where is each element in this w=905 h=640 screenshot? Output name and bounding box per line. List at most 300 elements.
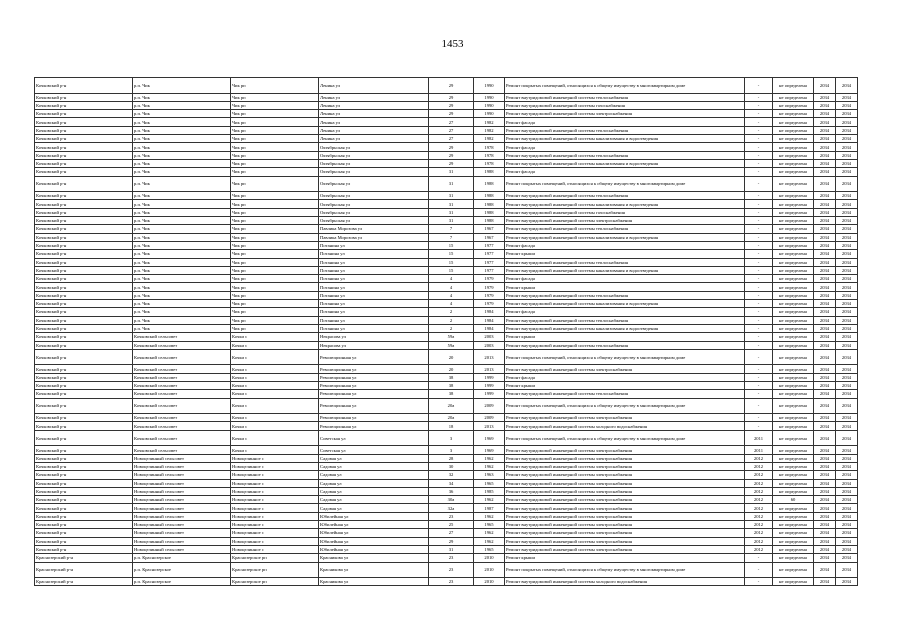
municipality-cell: Кочковский сельсовет [133, 430, 231, 446]
work-type-cell: Ремонт внутридомовой инженерной системы электроснабжения [505, 512, 745, 520]
build-year-cell: 1988 [474, 208, 505, 216]
municipality-cell: р.п. Чик [133, 208, 231, 216]
cost-cell: не определена [773, 241, 814, 249]
work-type-cell: Ремонт внутридомовой инженерной системы канализования и водоотведения [505, 266, 745, 274]
build-year-cell: 1984 [474, 316, 505, 324]
build-year-cell: 1988 [474, 200, 505, 208]
street-cell: Революционная ул [319, 381, 429, 389]
table-row [35, 479, 858, 487]
municipality-cell: Кочковский сельсовет [133, 333, 231, 341]
work-type-cell: Ремонт внутридомовой инженерной системы теплоснабжения [505, 316, 745, 324]
street-cell: Ленина ул [319, 93, 429, 101]
cost-cell: не определена [773, 373, 814, 381]
cost-cell: не определена [773, 233, 814, 241]
house-number-cell: 31 [429, 168, 474, 176]
prev-repair-year-cell: - [745, 176, 773, 192]
municipality-cell: р.п. Чик [133, 159, 231, 167]
municipality-cell: Новоцелинный сельсовет [133, 537, 231, 545]
house-number-cell: 4 [429, 300, 474, 308]
build-year-cell: 1999 [474, 390, 505, 398]
municipality-cell: Новоцелинный сельсовет [133, 471, 231, 479]
settlement-cell: Кочки с [231, 398, 319, 414]
plan-start-cell: 2034 [814, 283, 836, 291]
district-cell: Кочковский р-н [35, 250, 133, 258]
cost-cell: не определена [773, 291, 814, 299]
build-year-cell: 1988 [474, 176, 505, 192]
prev-repair-year-cell: - [745, 341, 773, 349]
district-cell: Кочковский р-н [35, 283, 133, 291]
street-cell: Юбилейная ул [319, 529, 429, 537]
work-type-cell: Ремонт внутридомовой инженерной системы канализования и водоотведения [505, 233, 745, 241]
table-row [35, 341, 858, 349]
house-number-cell: 59а [429, 341, 474, 349]
plan-start-cell: 2034 [814, 300, 836, 308]
plan-end-cell: 2034 [836, 135, 858, 143]
settlement-cell: Новоцелинное с [231, 521, 319, 529]
street-cell: Потанина ул [319, 283, 429, 291]
plan-start-cell: 2034 [814, 562, 836, 578]
house-number-cell: 27 [429, 135, 474, 143]
plan-end-cell: 2034 [836, 349, 858, 365]
cost-cell: не определена [773, 93, 814, 101]
street-cell: Октябрьская ул [319, 151, 429, 159]
build-year-cell: 1982 [474, 135, 505, 143]
district-cell: Кочковский р-н [35, 159, 133, 167]
build-year-cell: 1962 [474, 496, 505, 504]
settlement-cell: Чик рп [231, 200, 319, 208]
plan-end-cell: 2034 [836, 422, 858, 430]
prev-repair-year-cell: - [745, 101, 773, 109]
prev-repair-year-cell: - [745, 291, 773, 299]
street-cell: Октябрьская ул [319, 192, 429, 200]
work-type-cell: Ремонт внутридомовой инженерной системы теплоснабжения [505, 341, 745, 349]
district-cell: Кочковский р-н [35, 135, 133, 143]
street-cell: Юбилейная ул [319, 545, 429, 553]
municipality-cell: Кочковский сельсовет [133, 381, 231, 389]
street-cell: Потанина ул [319, 241, 429, 249]
settlement-cell: Чик рп [231, 300, 319, 308]
house-number-cell: 23 [429, 554, 474, 562]
municipality-cell: р.п. Чик [133, 300, 231, 308]
table-row [35, 93, 858, 101]
work-type-cell: Ремонт внутридомовой инженерной системы теплоснабжения [505, 151, 745, 159]
plan-end-cell: 2034 [836, 250, 858, 258]
prev-repair-year-cell: - [745, 208, 773, 216]
settlement-cell: Чик рп [231, 143, 319, 151]
settlement-cell: Чик рп [231, 151, 319, 159]
table-row [35, 414, 858, 422]
cost-cell: не определена [773, 462, 814, 470]
plan-end-cell: 2034 [836, 78, 858, 94]
plan-end-cell: 2034 [836, 217, 858, 225]
table-row [35, 545, 858, 553]
settlement-cell: Чик рп [231, 192, 319, 200]
plan-end-cell: 2034 [836, 333, 858, 341]
street-cell: Революционная ул [319, 414, 429, 422]
settlement-cell: Чик рп [231, 308, 319, 316]
municipality-cell: Кочковский сельсовет [133, 414, 231, 422]
plan-end-cell: 2034 [836, 110, 858, 118]
prev-repair-year-cell: 2012 [745, 512, 773, 520]
work-type-cell: Ремонт покрытых помещений, относящихся к общему имуществу в многоквартирном доме [505, 78, 745, 94]
table-row [35, 225, 858, 233]
table-row [35, 110, 858, 118]
plan-start-cell: 2034 [814, 126, 836, 134]
table-row [35, 462, 858, 470]
district-cell: Кочковский р-н [35, 454, 133, 462]
prev-repair-year-cell: - [745, 398, 773, 414]
plan-end-cell: 2034 [836, 545, 858, 553]
plan-start-cell: 2034 [814, 241, 836, 249]
municipality-cell: р.п. Чик [133, 266, 231, 274]
table-row [35, 250, 858, 258]
municipality-cell: Новоцелинный сельсовет [133, 545, 231, 553]
municipality-cell: Новоцелинный сельсовет [133, 521, 231, 529]
street-cell: Павлика Морозова ул [319, 225, 429, 233]
settlement-cell: Чик рп [231, 241, 319, 249]
district-cell: Кочковский р-н [35, 258, 133, 266]
table-row [35, 241, 858, 249]
street-cell: Красникова ул [319, 562, 429, 578]
settlement-cell: Новоцелинное с [231, 496, 319, 504]
settlement-cell: Кочки с [231, 414, 319, 422]
municipality-cell: р.п. Чик [133, 78, 231, 94]
build-year-cell: 1962 [474, 529, 505, 537]
table-row [35, 422, 858, 430]
street-cell: Садовая ул [319, 462, 429, 470]
settlement-cell: Чик рп [231, 118, 319, 126]
house-number-cell: 59а [429, 333, 474, 341]
prev-repair-year-cell: - [745, 266, 773, 274]
build-year-cell: 2013 [474, 365, 505, 373]
municipality-cell: р.п. Чик [133, 258, 231, 266]
house-number-cell: 4 [429, 275, 474, 283]
cost-cell: не определена [773, 381, 814, 389]
work-type-cell: Ремонт фасада [505, 118, 745, 126]
cost-cell: не определена [773, 545, 814, 553]
street-cell: Революционная ул [319, 365, 429, 373]
work-type-cell: Ремонт покрытых помещений, относящихся к общему имуществу в многоквартирном доме [505, 398, 745, 414]
plan-end-cell: 2034 [836, 430, 858, 446]
settlement-cell: Новоцелинное с [231, 462, 319, 470]
street-cell: Советская ул [319, 446, 429, 454]
work-type-cell: Ремонт фасада [505, 373, 745, 381]
house-number-cell: 31 [429, 200, 474, 208]
cost-cell: не определена [773, 275, 814, 283]
prev-repair-year-cell: 2012 [745, 545, 773, 553]
cost-cell: не определена [773, 176, 814, 192]
plan-start-cell: 2034 [814, 422, 836, 430]
table-row [35, 471, 858, 479]
work-type-cell: Ремонт фасада [505, 168, 745, 176]
municipality-cell: р.п. Краснозерское [133, 554, 231, 562]
plan-start-cell: 2034 [814, 316, 836, 324]
table-row [35, 398, 858, 414]
street-cell: Потанина ул [319, 324, 429, 332]
plan-start-cell: 2034 [814, 101, 836, 109]
plan-start-cell: 2034 [814, 504, 836, 512]
plan-start-cell: 2034 [814, 545, 836, 553]
settlement-cell: Новоцелинное с [231, 529, 319, 537]
plan-start-cell: 2034 [814, 250, 836, 258]
page-number: 1453 [441, 38, 464, 50]
settlement-cell: Чик рп [231, 168, 319, 176]
work-type-cell: Ремонт покрытых помещений, относящихся к общему имуществу в многоквартирном доме [505, 430, 745, 446]
prev-repair-year-cell: 2012 [745, 479, 773, 487]
build-year-cell: 1967 [474, 225, 505, 233]
table-row [35, 275, 858, 283]
settlement-cell: Чик рп [231, 283, 319, 291]
district-cell: Кочковский р-н [35, 176, 133, 192]
prev-repair-year-cell: 2011 [745, 430, 773, 446]
municipality-cell: р.п. Чик [133, 200, 231, 208]
street-cell: Потанина ул [319, 300, 429, 308]
house-number-cell: 4 [429, 291, 474, 299]
build-year-cell: 1987 [474, 504, 505, 512]
table-row [35, 283, 858, 291]
prev-repair-year-cell: 2012 [745, 529, 773, 537]
plan-end-cell: 2034 [836, 283, 858, 291]
street-cell: Красникова ул [319, 578, 429, 586]
build-year-cell: 1977 [474, 250, 505, 258]
work-type-cell: Ремонт внутридомовой инженерной системы электроснабжения [505, 487, 745, 495]
district-cell: Кочковский р-н [35, 126, 133, 134]
settlement-cell: Кочки с [231, 373, 319, 381]
street-cell: Октябрьская ул [319, 176, 429, 192]
house-number-cell: 29 [429, 78, 474, 94]
settlement-cell: Чик рп [231, 217, 319, 225]
settlement-cell: Новоцелинное с [231, 504, 319, 512]
plan-start-cell: 2034 [814, 390, 836, 398]
work-type-cell: Ремонт внутридомовой инженерной системы канализования и водоотведения [505, 159, 745, 167]
municipality-cell: р.п. Чик [133, 151, 231, 159]
work-type-cell: Ремонт крыши [505, 333, 745, 341]
district-cell: Кочковский р-н [35, 537, 133, 545]
build-year-cell: 1977 [474, 241, 505, 249]
settlement-cell: Чик рп [231, 316, 319, 324]
house-number-cell: 23 [429, 512, 474, 520]
cost-cell: не определена [773, 208, 814, 216]
work-type-cell: Ремонт внутридомовой инженерной системы электроснабжения [505, 504, 745, 512]
work-type-cell: Ремонт покрытых помещений, относящихся к общему имуществу в многоквартирном доме [505, 562, 745, 578]
cost-cell: не определена [773, 562, 814, 578]
plan-end-cell: 2034 [836, 258, 858, 266]
house-number-cell: 34 [429, 479, 474, 487]
plan-start-cell: 2034 [814, 291, 836, 299]
municipality-cell: р.п. Чик [133, 225, 231, 233]
plan-end-cell: 2034 [836, 365, 858, 373]
build-year-cell: 2013 [474, 349, 505, 365]
work-type-cell: Ремонт внутридомовой инженерной системы электроснабжения [505, 446, 745, 454]
municipality-cell: р.п. Чик [133, 250, 231, 258]
municipality-cell: р.п. Чик [133, 241, 231, 249]
district-cell: Кочковский р-н [35, 504, 133, 512]
street-cell: Юбилейная ул [319, 537, 429, 545]
house-number-cell: 29 [429, 101, 474, 109]
district-cell: Кочковский р-н [35, 479, 133, 487]
plan-start-cell: 2034 [814, 537, 836, 545]
plan-start-cell: 2034 [814, 308, 836, 316]
plan-end-cell: 2034 [836, 537, 858, 545]
house-number-cell: 7 [429, 233, 474, 241]
prev-repair-year-cell: - [745, 78, 773, 94]
table-row [35, 316, 858, 324]
prev-repair-year-cell: - [745, 300, 773, 308]
plan-start-cell: 2034 [814, 479, 836, 487]
work-type-cell: Ремонт фасада [505, 241, 745, 249]
work-type-cell: Ремонт внутридомовой инженерной системы теплоснабжения [505, 225, 745, 233]
plan-end-cell: 2034 [836, 151, 858, 159]
house-number-cell: 29 [429, 143, 474, 151]
municipality-cell: р.п. Чик [133, 308, 231, 316]
cost-cell: не определена [773, 365, 814, 373]
build-year-cell: 1999 [474, 373, 505, 381]
work-type-cell: Ремонт крыши [505, 250, 745, 258]
district-cell: Кочковский р-н [35, 398, 133, 414]
settlement-cell: Чик рп [231, 275, 319, 283]
build-year-cell: 2010 [474, 562, 505, 578]
district-cell: Краснозерский р-н [35, 562, 133, 578]
settlement-cell: Чик рп [231, 266, 319, 274]
build-year-cell: 1962 [474, 537, 505, 545]
cost-cell: не определена [773, 168, 814, 176]
municipality-cell: Кочковский сельсовет [133, 341, 231, 349]
municipality-cell: р.п. Краснозерское [133, 562, 231, 578]
settlement-cell: Чик рп [231, 101, 319, 109]
district-cell: Кочковский р-н [35, 233, 133, 241]
district-cell: Кочковский р-н [35, 430, 133, 446]
street-cell: Октябрьская ул [319, 208, 429, 216]
municipality-cell: р.п. Чик [133, 101, 231, 109]
plan-start-cell: 2034 [814, 93, 836, 101]
build-year-cell: 1985 [474, 487, 505, 495]
street-cell: Садовая ул [319, 479, 429, 487]
table-row [35, 562, 858, 578]
house-number-cell: 29 [429, 537, 474, 545]
district-cell: Кочковский р-н [35, 349, 133, 365]
street-cell: Революционная ул [319, 390, 429, 398]
prev-repair-year-cell: - [745, 118, 773, 126]
work-type-cell: Ремонт внутридомовой инженерной системы теплоснабжения [505, 93, 745, 101]
municipality-cell: Кочковский сельсовет [133, 398, 231, 414]
plan-end-cell: 2034 [836, 341, 858, 349]
house-number-cell: 25 [429, 521, 474, 529]
plan-start-cell: 2034 [814, 118, 836, 126]
plan-start-cell: 2034 [814, 324, 836, 332]
work-type-cell: Ремонт внутридомовой инженерной системы электроснабжения [505, 414, 745, 422]
prev-repair-year-cell: - [745, 381, 773, 389]
table-row [35, 233, 858, 241]
district-cell: Кочковский р-н [35, 471, 133, 479]
work-type-cell: Ремонт внутридомовой инженерной системы электроснабжения [505, 521, 745, 529]
build-year-cell: 2009 [474, 414, 505, 422]
municipality-cell: р.п. Чик [133, 176, 231, 192]
municipality-cell: Кочковский сельсовет [133, 422, 231, 430]
municipality-cell: Новоцелинный сельсовет [133, 487, 231, 495]
prev-repair-year-cell: - [745, 168, 773, 176]
settlement-cell: Чик рп [231, 258, 319, 266]
settlement-cell: Кочки с [231, 349, 319, 365]
table-row [35, 118, 858, 126]
table-row [35, 529, 858, 537]
municipality-cell: р.п. Чик [133, 110, 231, 118]
municipality-cell: Новоцелинный сельсовет [133, 496, 231, 504]
table-row [35, 373, 858, 381]
plan-end-cell: 2034 [836, 414, 858, 422]
settlement-cell: Кочки с [231, 446, 319, 454]
build-year-cell: 1965 [474, 479, 505, 487]
work-type-cell: Ремонт внутридомовой инженерной системы канализования и водоотведения [505, 324, 745, 332]
municipality-cell: Кочковский сельсовет [133, 446, 231, 454]
work-type-cell: Ремонт фасада [505, 308, 745, 316]
table-row [35, 381, 858, 389]
street-cell: Революционная ул [319, 422, 429, 430]
district-cell: Кочковский р-н [35, 192, 133, 200]
build-year-cell: 1979 [474, 283, 505, 291]
build-year-cell: 1999 [474, 381, 505, 389]
house-number-cell: 2 [429, 316, 474, 324]
cost-cell: не определена [773, 422, 814, 430]
plan-end-cell: 2034 [836, 300, 858, 308]
cost-cell: не определена [773, 283, 814, 291]
house-number-cell: 23 [429, 578, 474, 586]
work-type-cell: Ремонт внутридомовой инженерной системы теплоснабжения [505, 192, 745, 200]
work-type-cell: Ремонт внутридомовой инженерной системы холодного водоснабжения [505, 422, 745, 430]
plan-end-cell: 2034 [836, 316, 858, 324]
municipality-cell: р.п. Чик [133, 275, 231, 283]
street-cell: Садовая ул [319, 471, 429, 479]
build-year-cell: 1988 [474, 217, 505, 225]
table-row [35, 454, 858, 462]
plan-start-cell: 2034 [814, 233, 836, 241]
settlement-cell: Кочки с [231, 430, 319, 446]
work-type-cell: Ремонт покрытых помещений, относящихся к общему имуществу в многоквартирном доме [505, 349, 745, 365]
work-type-cell: Ремонт покрытых помещений, относящихся к общему имуществу в многоквартирном доме [505, 176, 745, 192]
prev-repair-year-cell: - [745, 110, 773, 118]
plan-end-cell: 2034 [836, 118, 858, 126]
district-cell: Кочковский р-н [35, 118, 133, 126]
plan-start-cell: 2034 [814, 78, 836, 94]
district-cell: Кочковский р-н [35, 208, 133, 216]
house-number-cell: 38 [429, 390, 474, 398]
plan-start-cell: 2034 [814, 143, 836, 151]
plan-end-cell: 2034 [836, 521, 858, 529]
settlement-cell: Краснозерское рп [231, 578, 319, 586]
plan-start-cell: 2034 [814, 266, 836, 274]
plan-end-cell: 2034 [836, 291, 858, 299]
table-row [35, 135, 858, 143]
cost-cell: не определена [773, 398, 814, 414]
district-cell: Кочковский р-н [35, 341, 133, 349]
plan-end-cell: 2034 [836, 208, 858, 216]
prev-repair-year-cell: - [745, 135, 773, 143]
house-number-cell: 2 [429, 308, 474, 316]
district-cell: Кочковский р-н [35, 381, 133, 389]
plan-end-cell: 2034 [836, 512, 858, 520]
district-cell: Кочковский р-н [35, 101, 133, 109]
build-year-cell: 1962 [474, 462, 505, 470]
cost-cell: не определена [773, 78, 814, 94]
settlement-cell: Чик рп [231, 208, 319, 216]
prev-repair-year-cell: - [745, 390, 773, 398]
settlement-cell: Краснозерское рп [231, 554, 319, 562]
prev-repair-year-cell: - [745, 283, 773, 291]
house-number-cell: 30а [429, 496, 474, 504]
municipality-cell: Новоцелинный сельсовет [133, 479, 231, 487]
house-number-cell: 20 [429, 365, 474, 373]
table-row [35, 192, 858, 200]
table-row [35, 266, 858, 274]
